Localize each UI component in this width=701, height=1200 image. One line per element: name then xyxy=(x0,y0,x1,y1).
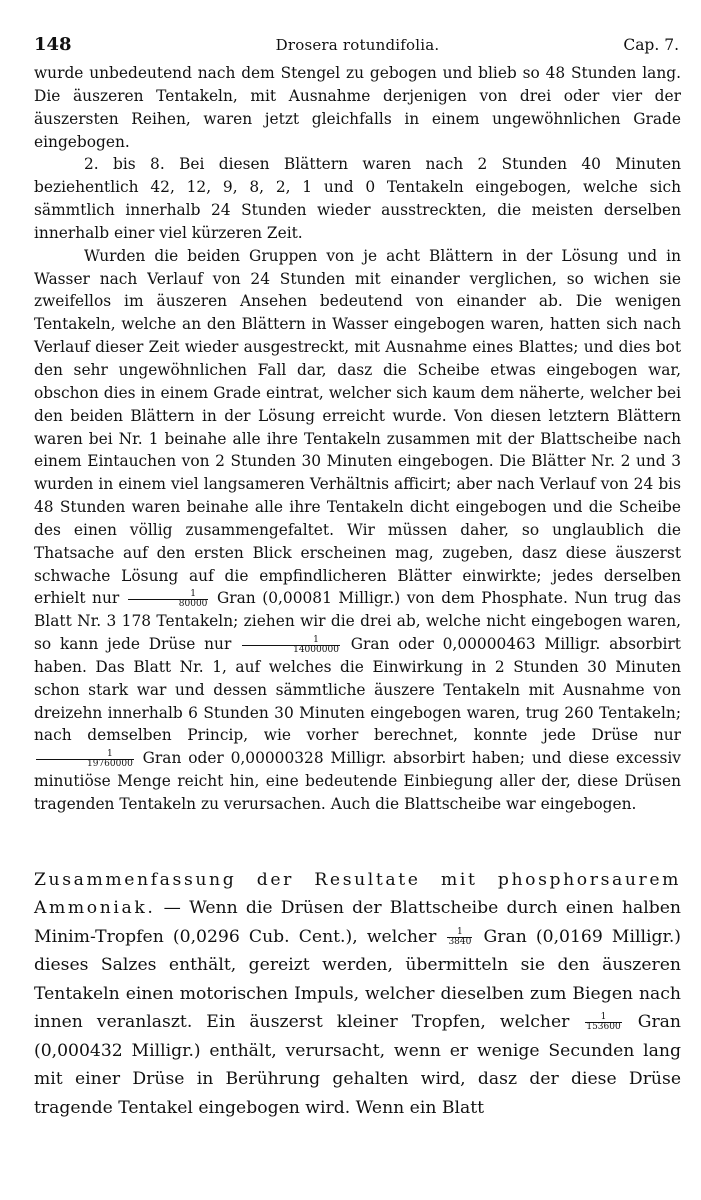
summary-heading: Zusammenfassung der Resultate mit phosphorsaurem Ammoniak. xyxy=(34,869,681,919)
paragraph-3-text-d: Gran oder 0,00000328 Milligr. absorbirt haben; und diese excessiv minutiöse Menge reicht hin, eine bedeutende Einbiegung aller der, diese Drüsen tragenden Tentakeln zu verursachen. Auch die Blattscheibe war eingebogen. xyxy=(34,749,681,813)
fraction-denominator: 14000000 xyxy=(293,644,339,655)
fraction-denominator: 153600 xyxy=(586,1022,621,1033)
chapter-label: Cap. 7. xyxy=(623,36,679,54)
running-title: Drosera rotundifolia. xyxy=(275,36,440,54)
paragraph-2: 2. bis 8. Bei diesen Blättern waren nach 2 Stunden 40 Minuten beziehentlich 42, 12, 9, 8, 2, 1 und 0 Tentakeln eingebogen, welche sich sämmtlich innerhalb 24 Stunden wieder ausstreckten, die meisten derselben innerhalb einer viel kürzeren Zeit. xyxy=(34,155,681,242)
page-number: 148 xyxy=(34,34,72,55)
fraction-denominator: 80000 xyxy=(178,598,208,609)
summary-text-a: — Wenn die Drüsen der Blattscheibe durch einen halben Minim-Tropfen (0,0296 Cub. Cent.), welcher xyxy=(34,898,681,947)
fraction-1-153600 xyxy=(585,1013,621,1032)
paragraph-1: wurde unbedeutend nach dem Stengel zu gebogen und blieb so 48 Stunden lang. Die äuszeren Tentakeln, mit Ausnahme derjenigen von drei oder vier der äuszersten Reihen, waren jetzt gleichfalls in einem ungewöhnlichen Grade eingebogen. xyxy=(34,64,681,151)
fraction-numerator: 1 xyxy=(447,928,472,938)
fraction-denominator: 19760000 xyxy=(87,758,133,769)
paragraph-3-text-b: Gran (0,00081 Milligr.) von dem Phosphate. Nun trug das Blatt Nr. 3 178 Tentakeln; ziehen wir die drei ab, welche nicht eingebogen waren, so kann jede Drüse nur xyxy=(34,589,681,654)
running-header xyxy=(34,28,681,62)
fraction-1-19760000 xyxy=(36,750,134,769)
fraction-numerator: 1 xyxy=(36,750,134,760)
summary-section xyxy=(34,866,681,1123)
summary-text-c: Gran (0,000432 Milligr.) enthält, verursacht, wenn er wenige Secunden lang mit einer Drüse in Berührung gehalten wird, dasz der diese Drüse tragende Tentakel eingebogen wird. Wenn ein Blatt xyxy=(34,1012,681,1118)
fraction-1-80000 xyxy=(128,590,209,609)
paragraph-3 xyxy=(34,245,681,816)
body-text xyxy=(34,62,681,816)
fraction-denominator: 3840 xyxy=(448,936,472,947)
summary-text-b: Gran (0,0169 Milligr.) dieses Salzes enthält, gereizt werden, übermitteln sie den äuszeren Tentakeln einen motorischen Impuls, welcher dieselben zum Biegen nach innen veranlaszt. Ein äuszerst kleiner Tropfen, welcher xyxy=(34,926,681,1033)
paragraph-3-text-c: Gran oder 0,00000463 Milligr. absorbirt haben. Das Blatt Nr. 1, auf welches die Einwirkung in 2 Stunden 30 Minuten schon stark war und dessen sämmtliche äuszere Tentakeln mit Ausnahme von dreizehn innerhalb 6 Stunden 30 Minuten eingebogen waren, trug 260 Tentakeln; nach demselben Princip, wie vorher berechnet, konnte jede Drüse nur xyxy=(34,635,681,745)
fraction-numerator: 1 xyxy=(242,636,340,646)
fraction-numerator: 1 xyxy=(128,590,209,600)
fraction-1-3840 xyxy=(447,928,472,947)
fraction-1-14000000 xyxy=(242,636,340,655)
fraction-numerator: 1 xyxy=(585,1013,621,1023)
paragraph-3-text-a: Wurden die beiden Gruppen von je acht Blättern in der Lösung und in Wasser nach Verlauf von 24 Stunden mit einander verglichen, so wichen sie zweifellos im äuszeren Ansehen bedeutend von einander ab. Die wenigen Tentakeln, welche an den Blättern in Wasser eingebogen waren, hatten sich nach Verlauf dieser Zeit wieder ausgestreckt, mit Ausnahme eines Blattes; und dies bot den sehr ungewöhnlichen Fall dar, dasz die Scheibe etwas eingebogen war, obschon dies in einem Grade eintrat, welcher sich kaum dem näherte, welcher bei den beiden Blättern in der Lösung erreicht wurde. Von diesen letztern Blättern waren bei Nr. 1 beinahe alle ihre Tentakeln zusammen mit der Blattscheibe nach einem Eintauchen von 2 Stunden 30 Minuten eingebogen. Die Blätter Nr. 2 und 3 wurden in einem viel langsameren Verhältnis afficirt; aber nach Verlauf von 24 bis 48 Stunden waren beinahe alle ihre Tentakeln dicht eingebogen und die Scheibe des einen völlig zusammengefaltet. Wir müssen daher, so unglaublich die Thatsache auf den ersten Blick erscheinen mag, zugeben, dasz diese äuszerst schwache Lösung auf die empfindlicheren Blätter einwirkte; jedes derselben erhielt nur xyxy=(34,246,681,608)
